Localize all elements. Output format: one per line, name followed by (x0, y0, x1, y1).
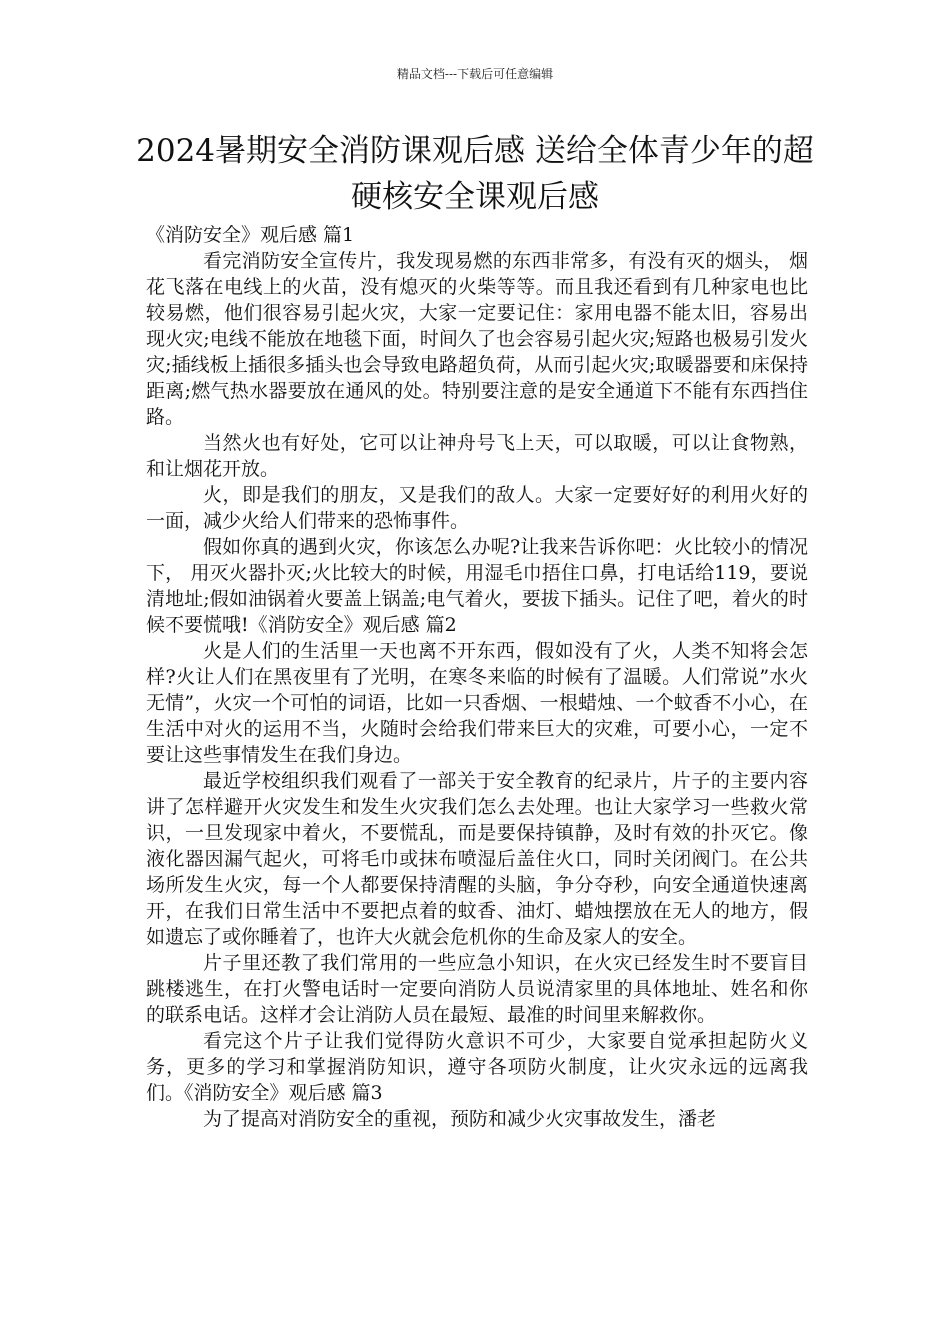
body-paragraph: 火，即是我们的朋友，又是我们的敌人。大家一定要好好的利用火好的一面，减少火给人们带来的恐怖事件。 (146, 484, 808, 532)
body-paragraph: 为了提高对消防安全的重视，预防和减少火灾事故发生，潘老 (203, 1108, 717, 1130)
running-header: 精品文档---下载后可任意编辑 (396, 67, 554, 81)
body-paragraph: 假如你真的遇到火灾，你该怎么办呢?让我来告诉你吧：火比较小的情况下， 用灭火器扑灭;火比较大的时候，用湿毛巾捂住口鼻，打电话给119，要说清地址;假如油锅着火要盖上锅盖;电气着火，要拔下插头。记住了吧，着火的时候不要慌哦!《消防安全》观后感 篇2 (146, 536, 808, 636)
body-paragraph: 看完消防安全宣传片，我发现易燃的东西非常多，有没有灭的烟头， 烟花飞落在电线上的火苗，没有熄灭的火柴等等。而且我还看到有几种家电也比较易燃，他们很容易引起火灾，大家一定要记住：家用电器不能太旧，容易出现火灾;电线不能放在地毯下面，时间久了也会容易引起火灾;短路也极易引发火灾;插线板上插很多插头也会导致电路超负荷，从而引起火灾;取暖器要和床保持距离;燃气热水器要放在通风的处。特别要注意的是安全通道下不能有东西挡住路。 (146, 250, 808, 428)
document-title: 2024暑期安全消防课观后感 送给全体青少年的超硬核安全课观后感 (136, 133, 814, 215)
document-body (146, 222, 808, 1132)
body-paragraph: 当然火也有好处，它可以让神舟号飞上天，可以取暖，可以让食物熟，和让烟花开放。 (146, 432, 808, 480)
body-paragraph: 火是人们的生活里一天也离不开东西，假如没有了火，人类不知将会怎样?火让人们在黑夜里有了光明，在寒冬来临的时候有了温暖。人们常说”水火无情”，火灾一个可怕的词语，比如一只香烟、一根蜡烛、一个蚊香不小心，在生活中对火的运用不当，火随时会给我们带来巨大的灾难，可要小心，一定不要让这些事情发生在我们身边。 (146, 640, 808, 766)
body-paragraph: 片子里还教了我们常用的一些应急小知识，在火灾已经发生时不要盲目跳楼逃生，在打火警电话时一定要向消防人员说清家里的具体地址、姓名和你的联系电话。这样才会让消防人员在最短、最准的时间里来解救你。 (146, 952, 808, 1026)
section-heading-1: 《消防安全》观后感 篇1 (146, 224, 355, 246)
body-paragraph: 最近学校组织我们观看了一部关于安全教育的纪录片，片子的主要内容讲了怎样避开火灾发生和发生火灾我们怎么去处理。也让大家学习一些救火常识，一旦发现家中着火，不要慌乱，而是要保持镇静，及时有效的扑灭它。像液化器因漏气起火，可将毛巾或抹布喷湿后盖住火口，同时关闭阀门。在公共场所发生火灾，每一个人都要保持清醒的头脑，争分夺秒，向安全通道快速离开，在我们日常生活中不要把点着的蚊香、油灯、蜡烛摆放在无人的地方，假如遗忘了或你睡着了，也许大火就会危机你的生命及家人的安全。 (146, 770, 808, 948)
body-paragraph: 看完这个片子让我们觉得防火意识不可少，大家要自觉承担起防火义务，更多的学习和掌握消防知识，遵守各项防火制度，让火灾永远的远离我们。《消防安全》观后感 篇3 (146, 1030, 808, 1104)
